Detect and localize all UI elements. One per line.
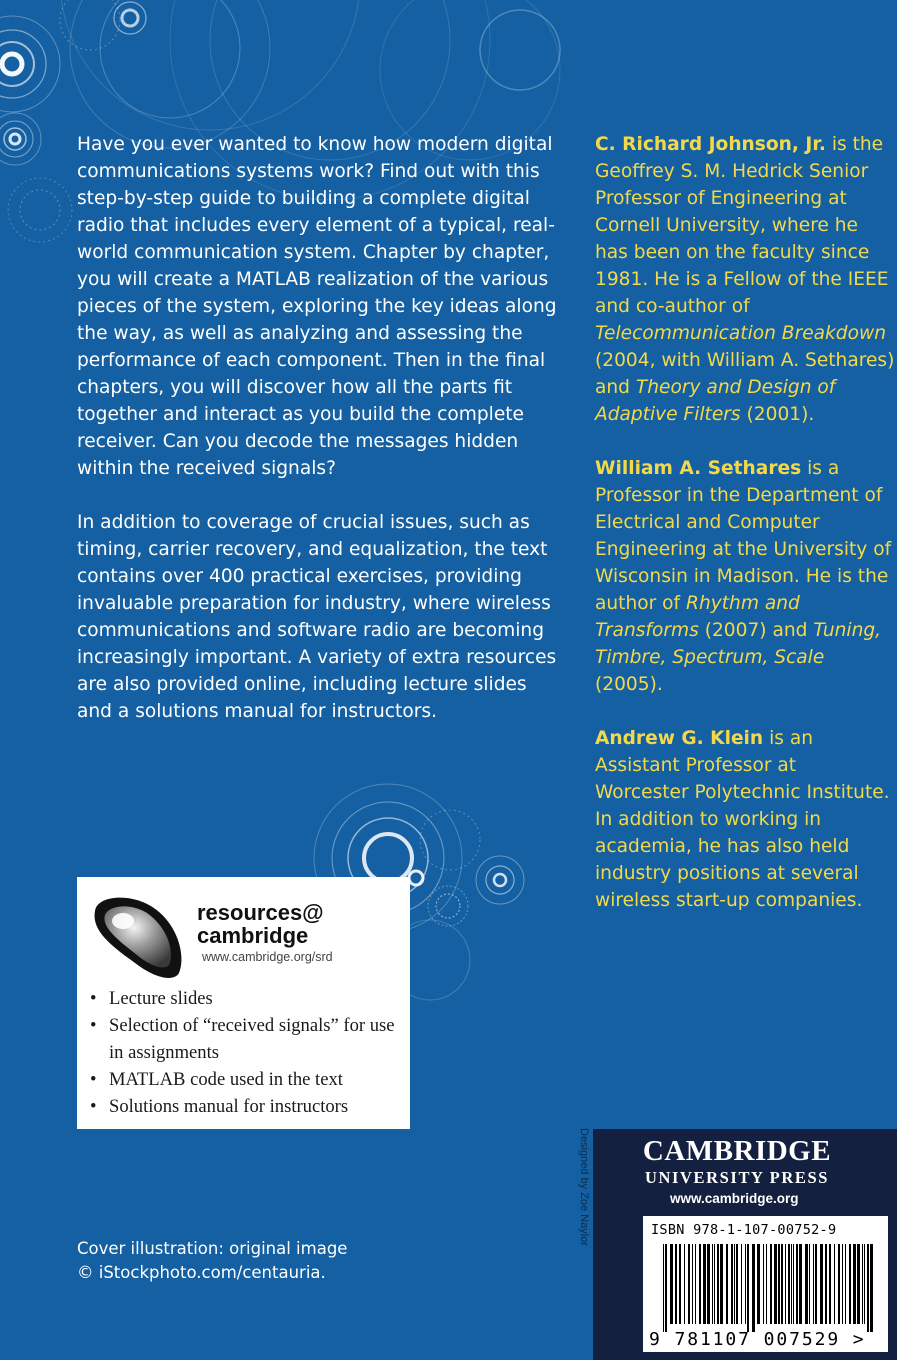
barcode-bar	[853, 1244, 856, 1324]
barcode-bar	[752, 1244, 755, 1332]
barcode-bar	[675, 1244, 677, 1324]
bio-johnson	[595, 131, 895, 428]
isbn-label: ISBN 978-1-107-00752-9	[651, 1222, 837, 1238]
barcode-bar	[845, 1244, 846, 1324]
cover-credit	[77, 1237, 347, 1285]
resources-item: • Lecture slides	[87, 985, 402, 1012]
resources-title-line-2: cambridge	[197, 923, 309, 948]
barcode-bar	[679, 1244, 681, 1324]
barcode-bar	[796, 1244, 798, 1324]
barcode-bar	[799, 1244, 802, 1324]
bio-sethares-name: William A. Sethares	[595, 458, 802, 479]
bio-sethares-text-2: (2007) and	[698, 620, 814, 641]
barcode-bar	[834, 1244, 835, 1324]
blurb-paragraph-1: Have you ever wanted to know how modern digital communications systems work? Find out with this step-by-step guide to building a complete digital radio that includes every element of a typical, real-world communication system. Chapter by chapter, you will create a MATLAB realization of the various pieces of the system, exploring the key ideas along the way, as well as analyzing and assessing the performance of each component. Then in the final chapters, you will discover how all the parts fit together and interact as you build the complete receiver. Can you decode the messages hidden within the received signals?	[77, 134, 557, 479]
author-bios	[595, 131, 895, 941]
resources-title-line-1: resources@	[197, 900, 324, 925]
publisher-name: CAMBRIDGE	[642, 1135, 832, 1167]
bio-sethares	[595, 455, 895, 698]
barcode-bar	[695, 1244, 696, 1324]
barcode-bar	[699, 1244, 701, 1324]
barcode-bar	[778, 1244, 780, 1324]
barcode-bar	[867, 1244, 869, 1332]
bio-klein	[595, 725, 895, 914]
bio-johnson-text-1: is the Geoffrey S. M. Hedrick Senior Professor of Engineering at Cornell University, where he has been on the faculty since 1981. He is a Fellow of the IEEE and co-author of	[595, 134, 889, 317]
bio-sethares-book-1: Rhythm and Transforms	[595, 593, 800, 641]
bio-johnson-book-2: Theory and Design of Adaptive Filters	[595, 377, 836, 425]
barcode-bar	[838, 1244, 840, 1324]
barcode-bar	[703, 1244, 706, 1324]
barcode-bar	[692, 1244, 693, 1324]
cover-credit-line-2: © iStockphoto.com/centauria.	[77, 1263, 326, 1282]
barcode-bar	[720, 1244, 723, 1324]
isbn-barcode	[643, 1216, 888, 1352]
resources-item: • MATLAB code used in the text	[87, 1066, 402, 1093]
barcode-bar	[857, 1244, 860, 1324]
barcode-bar	[793, 1244, 794, 1324]
bio-klein-text-1: is an Assistant Professor at Worcester Polytechnic Institute. In addition to working in academia, he has also held industry positions at several wireless start-up companies.	[595, 728, 890, 911]
barcode-bar	[763, 1244, 764, 1324]
barcode-bar	[864, 1244, 865, 1324]
barcode-bar	[805, 1244, 808, 1324]
barcode-bar	[862, 1244, 863, 1324]
barcode-bar	[770, 1244, 772, 1324]
barcode-bar	[745, 1244, 746, 1324]
barcode-bar	[707, 1244, 710, 1324]
blurb-paragraph-2: In addition to coverage of crucial issues, such as timing, carrier recovery, and equalization, the text contains over 400 practical exercises, providing invaluable preparation for industry, where wireless communications and software radio are becoming increasingly important. A variety of extra resources are also provided online, including lecture slides and a solutions manual for instructors.	[77, 512, 557, 722]
barcode-bar	[781, 1244, 783, 1324]
barcode-bar	[820, 1244, 823, 1324]
resources-url: www.cambridge.org/srd	[202, 950, 333, 964]
bio-johnson-book-1: Telecommunication Breakdown	[595, 323, 886, 344]
publisher-press: UNIVERSITY PRESS	[644, 1168, 830, 1187]
barcode-bar	[741, 1244, 742, 1324]
barcode-bar	[809, 1244, 810, 1324]
bio-johnson-text-3: (2001).	[740, 404, 815, 425]
resources-list	[87, 985, 402, 1120]
barcode-bar	[734, 1244, 735, 1324]
barcode-bar	[829, 1244, 831, 1324]
bio-johnson-text-2: (2004, with William A. Sethares) and	[595, 350, 895, 398]
barcode-bar	[731, 1244, 733, 1324]
barcode-digits: 9 781107 007529 >	[649, 1329, 866, 1350]
resources-box	[77, 877, 410, 1129]
barcode-bar	[747, 1244, 749, 1332]
barcode-bar	[736, 1244, 738, 1324]
barcode-bar	[842, 1244, 843, 1324]
barcode-bar	[663, 1244, 664, 1332]
barcode-bar	[670, 1244, 673, 1324]
barcode-bar	[815, 1244, 817, 1324]
resources-title	[197, 901, 324, 947]
barcode-bar	[788, 1244, 790, 1324]
designer-credit: Designed by Zoe Naylor	[578, 1128, 590, 1247]
barcode-bar	[870, 1244, 873, 1332]
publisher-url: www.cambridge.org	[670, 1191, 799, 1206]
blurb	[77, 131, 567, 725]
barcode-bar	[712, 1244, 713, 1324]
bio-sethares-text-3: (2005).	[595, 674, 663, 695]
resources-logo-icon	[87, 891, 189, 981]
cover-credit-line-1: Cover illustration: original image	[77, 1239, 348, 1258]
barcode-bar	[684, 1244, 685, 1324]
bio-johnson-name: C. Richard Johnson, Jr.	[595, 134, 826, 155]
resources-item: • Selection of “received signals” for use in assignments	[87, 1012, 402, 1066]
bio-klein-name: Andrew G. Klein	[595, 728, 764, 749]
barcode-bar	[665, 1244, 667, 1332]
barcode-bar	[785, 1244, 786, 1324]
bio-sethares-book-2: Tuning, Timbre, Spectrum, Scale	[595, 620, 882, 668]
barcode-bar	[849, 1244, 851, 1324]
barcode-bar	[726, 1244, 728, 1324]
barcode-bar	[774, 1244, 777, 1324]
barcode-bar	[813, 1244, 814, 1324]
barcode-bar	[714, 1244, 715, 1324]
bio-sethares-text-1: is a Professor in the Department of Electrical and Computer Engineering at the University of Wisconsin in Madison. He is the author of	[595, 458, 892, 614]
barcode-bar	[717, 1244, 719, 1324]
barcode-bar	[688, 1244, 690, 1324]
barcode-bar	[825, 1244, 827, 1324]
barcode-bar	[757, 1244, 760, 1324]
resources-item: • Solutions manual for instructors	[87, 1093, 402, 1120]
barcode-bar	[766, 1244, 767, 1324]
barcode-bar	[791, 1244, 792, 1324]
